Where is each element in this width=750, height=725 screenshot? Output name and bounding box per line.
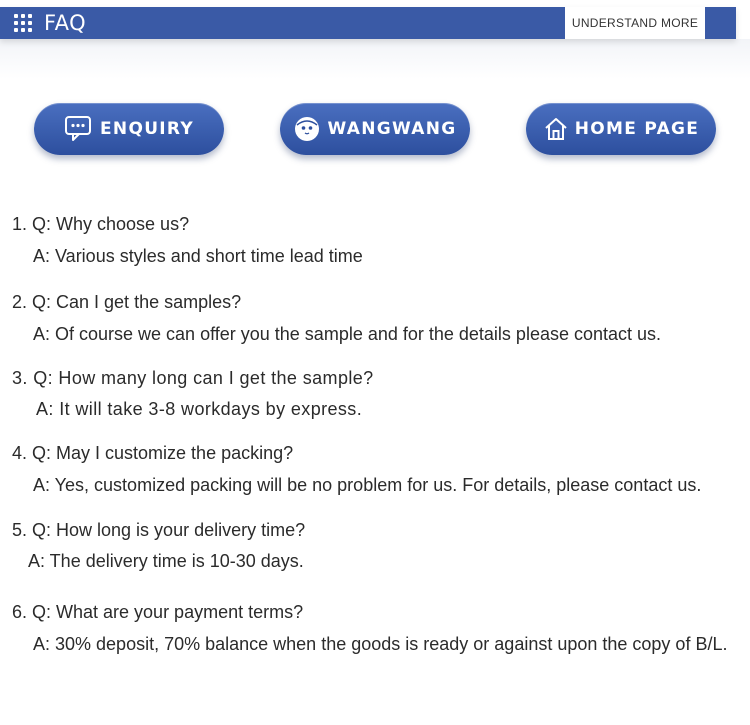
chat-bubble-icon bbox=[64, 115, 94, 143]
faq-question-5: 5. Q: How long is your delivery time? bbox=[12, 520, 306, 540]
faq-answer-2: A: Of course we can offer you the sample and for the details please contact us. bbox=[33, 324, 662, 344]
faq-header-bar bbox=[0, 7, 736, 39]
wangwang-icon bbox=[293, 115, 321, 143]
faq-question-4: 4. Q: May I customize the packing? bbox=[12, 443, 294, 463]
header-shadow bbox=[0, 39, 750, 79]
enquiry-button[interactable] bbox=[34, 103, 224, 155]
faq-answer-4: A: Yes, customized packing will be no problem for us. For details, please contact us. bbox=[33, 475, 702, 495]
faq-answer-5: A: The delivery time is 10-30 days. bbox=[28, 551, 304, 571]
enquiry-label: ENQUIRY bbox=[100, 119, 194, 139]
faq-answer-3: A: It will take 3-8 workdays by express. bbox=[36, 399, 363, 419]
wangwang-button[interactable] bbox=[280, 103, 470, 155]
home-page-label: HOME PAGE bbox=[574, 119, 700, 139]
wangwang-label: WANGWANG bbox=[327, 119, 457, 139]
home-icon bbox=[543, 116, 569, 142]
faq-question-1: 1. Q: Why choose us? bbox=[12, 214, 190, 234]
home-page-button[interactable] bbox=[526, 103, 716, 155]
header-end-block bbox=[706, 7, 736, 39]
faq-question-3: 3. Q: How many long can I get the sample? bbox=[12, 368, 374, 388]
grid-icon bbox=[14, 14, 34, 32]
faq-question-6: 6. Q: What are your payment terms? bbox=[12, 602, 304, 622]
page-title: FAQ bbox=[44, 11, 87, 35]
understand-more-link[interactable]: UNDERSTAND MORE bbox=[565, 7, 705, 39]
faq-question-2: 2. Q: Can I get the samples? bbox=[12, 292, 242, 312]
faq-answer-6: A: 30% deposit, 70% balance when the goods is ready or against upon the copy of B/L. bbox=[33, 634, 728, 654]
faq-answer-1: A: Various styles and short time lead time bbox=[33, 246, 363, 266]
